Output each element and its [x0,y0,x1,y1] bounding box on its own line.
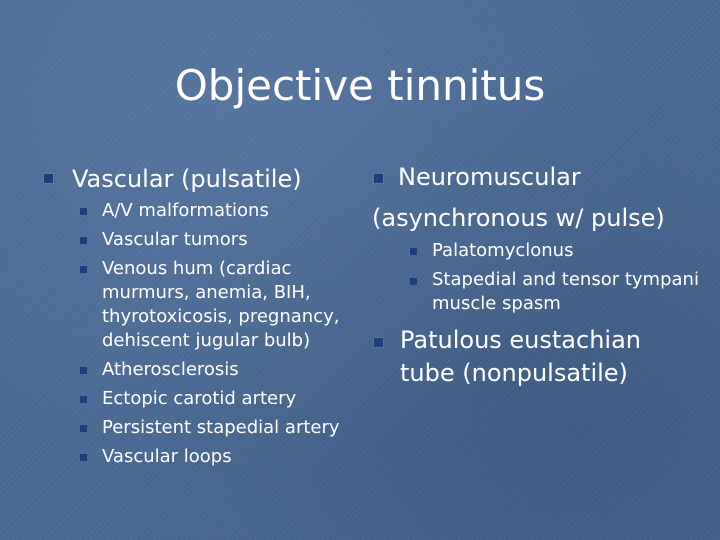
list-item-continuation: thyrotoxicosis, pregnancy, [102,306,340,327]
square-bullet-icon [80,454,87,461]
list-item-continuation: muscle spasm [432,293,561,314]
list-item: A/V malformations [102,200,269,221]
list-item: Vascular loops [102,446,232,467]
right-second-heading: Patulous eustachian [400,326,642,354]
square-bullet-icon [80,237,87,244]
list-item: Atherosclerosis [102,359,239,380]
list-item-continuation: dehiscent jugular bulb) [102,330,311,351]
list-item: Vascular tumors [102,229,248,250]
square-bullet-icon [80,266,87,273]
list-item: Stapedial and tensor tympani [432,269,699,290]
square-bullet-icon [80,396,87,403]
square-bullet-icon [80,425,87,432]
square-bullet-icon [80,208,87,215]
right-heading: Neuromuscular [398,163,581,191]
list-item: Venous hum (cardiac [102,258,292,279]
left-heading: Vascular (pulsatile) [72,165,302,193]
square-bullet-icon [410,278,417,285]
list-item: Palatomyclonus [432,240,574,261]
right-heading-continuation: (asynchronous w/ pulse) [372,204,665,232]
square-bullet-icon [44,174,53,183]
square-bullet-icon [374,174,383,183]
square-bullet-icon [374,338,383,347]
list-item-continuation: murmurs, anemia, BIH, [102,282,311,303]
square-bullet-icon [410,248,417,255]
right-second-heading-continuation: tube (nonpulsatile) [400,359,628,387]
list-item: Persistent stapedial artery [102,417,340,438]
square-bullet-icon [80,367,87,374]
list-item: Ectopic carotid artery [102,388,297,409]
slide-title: Objective tinnitus [174,61,546,110]
